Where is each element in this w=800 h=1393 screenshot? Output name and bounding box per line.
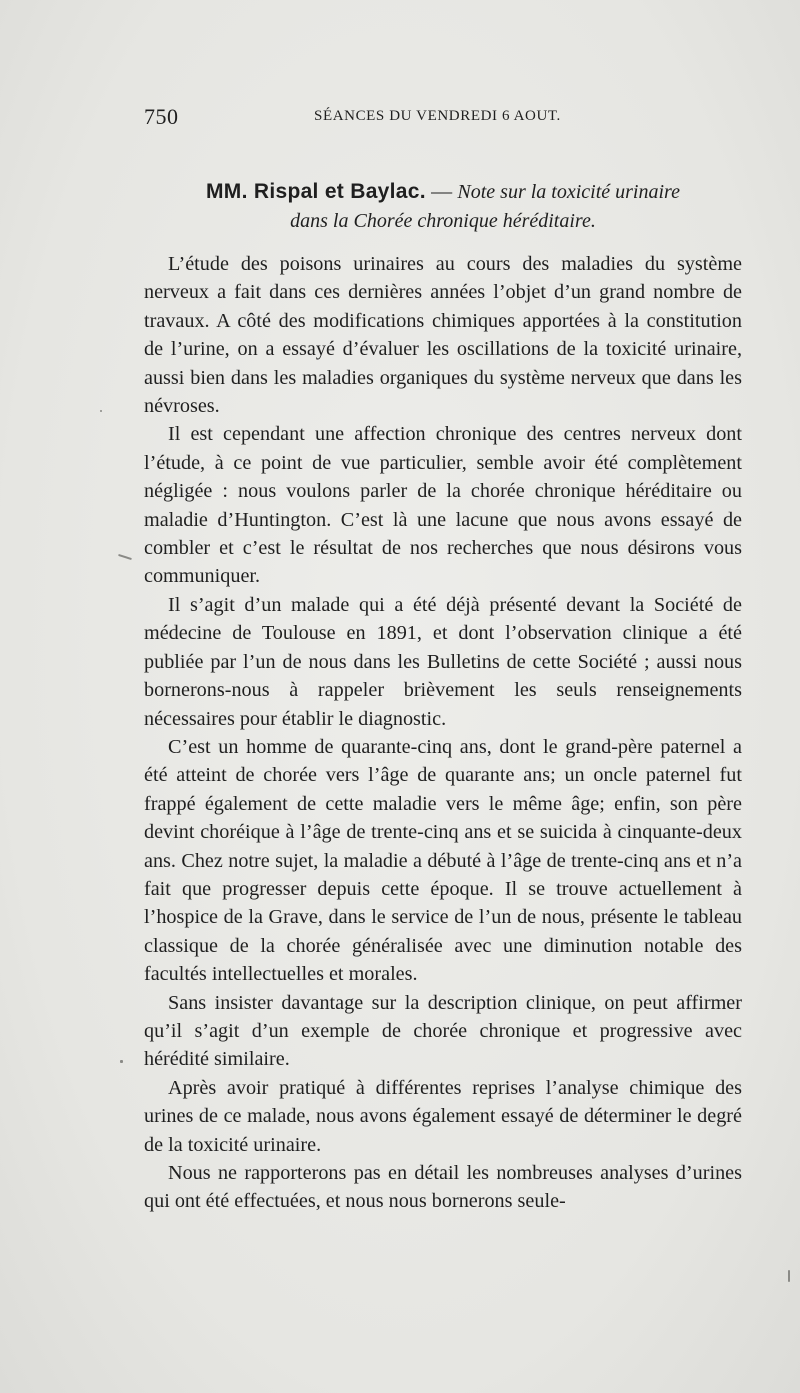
body-text <box>144 250 742 1216</box>
paragraph: Après avoir pratiqué à différentes reprises l’analyse chimique des urines de ce malade, nous avons également essayé de déterminer le degré de la toxicité urinaire. <box>144 1076 742 1156</box>
paragraph: C’est un homme de quarante-cinq ans, dont le grand-père paternel a été atteint de chorée vers l’âge de quarante ans; un oncle paternel fut frappé également de cette maladie vers le même âge; enfin, son père devint choréique à l’âge de trente-cinq ans et se suicida à cinquante-deux ans. Chez notre sujet, la maladie a débuté à l’âge de trente-cinq ans et n’a fait que progresser depuis cette époque. Il se trouve actuellement à l’hospice de la Grave, dans le service de l’un de nous, présente le tableau classique de la chorée généralisée avec une diminution notable des facultés intellectuelles et morales. <box>144 735 742 986</box>
article-title <box>144 177 742 235</box>
paper-speck <box>118 554 132 560</box>
paper-speck <box>788 1270 790 1282</box>
title-italic-line-2: dans la Chorée chronique héréditaire. <box>290 210 596 232</box>
running-header-title: SÉANCES DU VENDREDI 6 AOUT. <box>314 108 561 124</box>
running-header <box>144 104 742 134</box>
paragraph: Il est cependant une affection chronique des centres nerveux dont l’étude, à ce point de vue particulier, semble avoir été complètement négligée : nous voulons parler de la chorée chronique héréditaire ou maladie d’Huntington. C’est là une lacune que nous avons essayé de combler et c’est le résultat de nos recherches que nous désirons vous communiquer. <box>144 423 742 588</box>
title-italic-line-1: Note sur la toxicité urinaire <box>457 181 680 203</box>
paragraph: L’étude des poisons urinaires au cours des maladies du système nerveux a fait dans ces dernières années l’objet d’un grand nombre de travaux. A côté des modifications chimiques apportées à la constitution de l’urine, on a essayé d’évaluer les oscillations de la toxicité urinaire, aussi bien dans les maladies organiques du système nerveux que dans les névroses. <box>144 253 742 418</box>
article-title-line-2 <box>144 206 742 235</box>
paper-speck <box>120 1060 123 1063</box>
title-dash: — <box>425 179 458 203</box>
paper-speck <box>100 410 102 412</box>
article-title-line-1 <box>144 177 742 206</box>
paragraph: Il s’agit d’un malade qui a été déjà présenté devant la Société de médecine de Toulouse en 1891, et dont l’observation clinique a été publiée par l’un de nous dans les Bulletins de cette Société ; aussi nous bornerons-nous à rappeler brièvement les seuls renseignements nécessaires pour établir le diagnostic. <box>144 593 742 730</box>
page-number: 750 <box>144 104 179 129</box>
paragraph: Sans insister davantage sur la description clinique, on peut affirmer qu’il s’agit d’un exemple de chorée chronique et progressive avec hérédité similaire. <box>144 991 742 1071</box>
authors: MM. Rispal et Baylac. <box>206 180 426 203</box>
paragraph: Nous ne rapporterons pas en détail les nombreuses analyses d’urines qui ont été effectuées, et nous nous bornerons seule- <box>144 1162 742 1213</box>
